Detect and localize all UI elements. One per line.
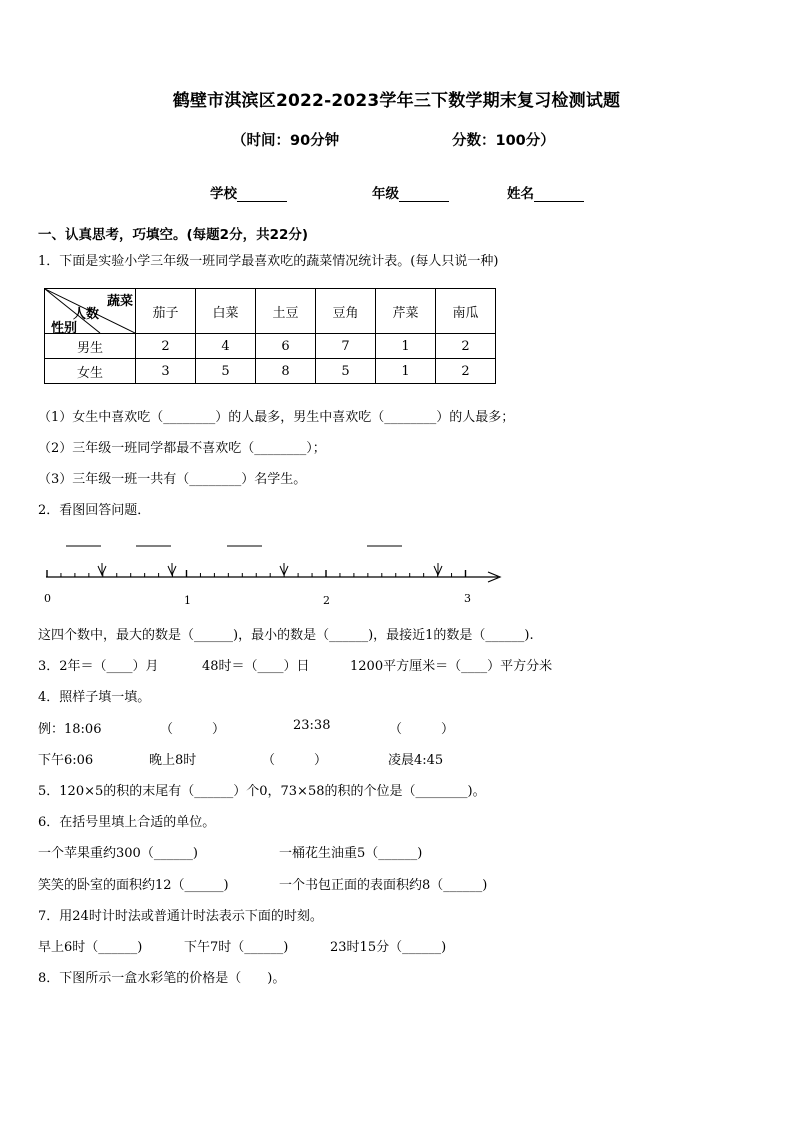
corner-label-gender: 性别 xyxy=(51,321,78,336)
page-title: 鹤壁市淇滨区2022-2023学年三下数学期末复习检测试题 xyxy=(172,91,621,111)
question-7-part-a: 早上6时（______) xyxy=(38,940,143,955)
question-7-text: 7．用24时计时法或普通计时法表示下面的时刻。 xyxy=(38,909,323,924)
name-blank[interactable] xyxy=(534,187,584,202)
axis-label-2: 2 xyxy=(323,594,330,607)
axis-ticks xyxy=(47,570,466,577)
table-cell: 5 xyxy=(316,359,376,384)
name-field xyxy=(507,182,584,202)
pointer-1 xyxy=(98,563,106,575)
question-2-answer: 这四个数中，最大的数是（______)，最小的数是（______)，最接近1的数是（______). xyxy=(38,628,534,643)
section-1-heading: 一、认真思考，巧填空。(每题2分，共22分) xyxy=(38,227,309,243)
pointer-3 xyxy=(280,563,288,575)
question-6-part-a: 一个苹果重约300（______) xyxy=(38,846,198,861)
grade-field xyxy=(372,182,449,202)
question-4-text: 4．照样子填一填。 xyxy=(38,690,151,705)
question-4-time-1: 23:38 xyxy=(293,718,331,733)
table-cell: 4 xyxy=(196,334,256,359)
question-6-part-c: 笑笑的卧室的面积约12（______) xyxy=(38,878,229,893)
pointer-2 xyxy=(168,563,176,575)
question-4-example-answer: 下午6:06 xyxy=(38,753,94,768)
question-7-part-b: 下午7时（______) xyxy=(184,940,289,955)
table-row xyxy=(45,334,496,359)
school-label: 学校 xyxy=(210,186,237,202)
table-header: 芹菜 xyxy=(376,289,436,334)
vegetable-stats-table xyxy=(44,288,496,384)
table-cell: 8 xyxy=(256,359,316,384)
question-5: 5．120×5的积的末尾有（______）个0，73×58的积的个位是（________)。 xyxy=(38,784,486,799)
row-label: 男生 xyxy=(45,334,136,359)
question-4-blank-3: （ ） xyxy=(262,753,328,768)
table-cell: 1 xyxy=(376,359,436,384)
school-field xyxy=(210,182,287,202)
table-cell: 6 xyxy=(256,334,316,359)
question-1-sub-1: （1）女生中喜欢吃（________）的人最多，男生中喜欢吃（________）的人最多； xyxy=(38,410,515,425)
table-cell: 2 xyxy=(436,334,496,359)
grade-blank[interactable] xyxy=(399,187,449,202)
table-header: 茄子 xyxy=(136,289,196,334)
question-2-text: 2．看图回答问题． xyxy=(38,503,151,518)
table-corner-cell xyxy=(45,289,136,334)
question-4-blank-1: （ ） xyxy=(160,722,226,737)
question-6-part-b: 一桶花生油重5（______) xyxy=(279,846,423,861)
score-info: 分数：100分） xyxy=(452,133,555,149)
question-3-part-a: 3．2年＝（____）月 xyxy=(38,659,159,674)
time-info: （时间：90分钟 xyxy=(232,133,340,149)
question-3-part-b: 48时＝（____）日 xyxy=(202,659,310,674)
axis-label-0: 0 xyxy=(44,592,51,605)
question-8: 8．下图所示一盒水彩笔的价格是（ )。 xyxy=(38,971,286,986)
table-cell: 1 xyxy=(376,334,436,359)
table-header: 白菜 xyxy=(196,289,256,334)
grade-label: 年级 xyxy=(372,186,399,202)
question-4-time-2: 晚上8时 xyxy=(149,753,197,768)
question-1-text: 1．下面是实验小学三年级一班同学最喜欢吃的蔬菜情况统计表。(每人只说一种) xyxy=(38,254,499,269)
table-header: 土豆 xyxy=(256,289,316,334)
table-cell: 5 xyxy=(196,359,256,384)
pointer-4 xyxy=(434,563,442,575)
question-3-part-c: 1200平方厘米＝（____）平方分米 xyxy=(350,659,553,674)
table-row xyxy=(45,359,496,384)
table-cell: 2 xyxy=(436,359,496,384)
table-cell: 3 xyxy=(136,359,196,384)
table-header: 豆角 xyxy=(316,289,376,334)
question-6-text: 6．在括号里填上合适的单位。 xyxy=(38,815,216,830)
question-7-part-c: 23时15分（______) xyxy=(330,940,447,955)
question-4-blank-2: （ ） xyxy=(389,722,455,737)
table-cell: 2 xyxy=(136,334,196,359)
question-1-sub-2: （2）三年级一班同学都最不喜欢吃（________）； xyxy=(38,441,326,456)
number-line-diagram xyxy=(40,530,510,610)
question-1-sub-3: （3）三年级一班一共有（________）名学生。 xyxy=(38,472,307,487)
question-6-part-d: 一个书包正面的表面积约8（______) xyxy=(279,878,488,893)
table-header: 南瓜 xyxy=(436,289,496,334)
question-4-example: 例：18:06 xyxy=(38,722,102,737)
corner-label-vegetable: 蔬菜 xyxy=(106,294,133,309)
axis-label-1: 1 xyxy=(184,594,191,607)
corner-label-count: 人数 xyxy=(73,307,100,322)
question-4-time-3: 凌晨4:45 xyxy=(388,753,444,768)
name-label: 姓名 xyxy=(507,186,534,202)
row-label: 女生 xyxy=(45,359,136,384)
table-cell: 7 xyxy=(316,334,376,359)
axis-label-3: 3 xyxy=(464,592,471,605)
school-blank[interactable] xyxy=(237,187,287,202)
